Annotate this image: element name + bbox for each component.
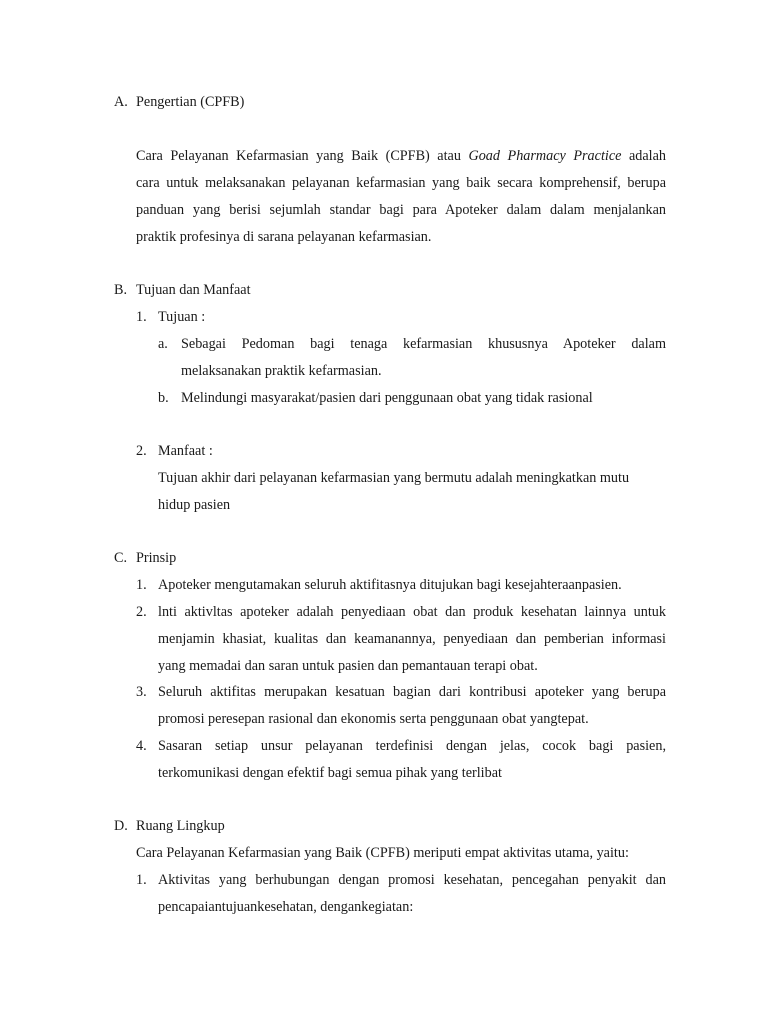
section-b-item-1-marker: 1. [136, 309, 147, 325]
section-c-item-3-marker: 3. [136, 684, 147, 700]
section-a-para-line-1: Cara Pelayanan Kefarmasian yang Baik (CPFB) atau Goad Pharmacy Practice adalah [136, 148, 666, 164]
section-b-item-2-line-1: Tujuan akhir dari pelayanan kefarmasian yang bermutu adalah meningkatkan mutu [158, 470, 630, 486]
section-b-item-1b-line-1: Melindungi masyarakat/pasien dari penggunaan obat yang tidak rasional [181, 390, 593, 406]
section-a-title: Pengertian (CPFB) [136, 94, 245, 110]
section-c-marker: C. [114, 550, 128, 566]
section-b-item-1b-marker: b. [158, 390, 169, 406]
section-c-item-1-line-1: Apoteker mengutamakan seluruh aktifitasnya ditujukan bagi kesejahteraanpasien. [158, 577, 622, 593]
section-a-marker: A. [114, 94, 128, 110]
section-c-item-3-line-1: Seluruh aktifitas merupakan kesatuan bagian dari kontribusi apoteker yang berupa [158, 684, 666, 700]
section-c-item-4-line-1: Sasaran setiap unsur pelayanan terdefinisi dengan jelas, cocok bagi pasien, [158, 738, 666, 754]
section-c-item-4-line-2: terkomunikasi dengan efektif bagi semua pihak yang terlibat [158, 765, 502, 781]
section-d-marker: D. [114, 818, 128, 834]
section-a-para-line-4: praktik profesinya di sarana pelayanan kefarmasian. [136, 229, 432, 245]
section-d-item-1-line-2: pencapaiantujuankesehatan, dengankegiatan: [158, 899, 414, 915]
section-c-item-2-line-3: yang memadai dan saran untuk pasien dan pemantauan terapi obat. [158, 658, 538, 674]
section-b-item-1a-line-2: melaksanakan praktik kefarmasian. [181, 363, 382, 379]
section-c-item-1-marker: 1. [136, 577, 147, 593]
section-b-item-1a-marker: a. [158, 336, 168, 352]
section-b-item-1a-line-1: Sebagai Pedoman bagi tenaga kefarmasian khususnya Apoteker dalam [181, 336, 666, 352]
section-d-intro: Cara Pelayanan Kefarmasian yang Baik (CPFB) meriputi empat aktivitas utama, yaitu: [136, 845, 629, 861]
section-c-item-2-marker: 2. [136, 604, 147, 620]
section-b-item-2-label: Manfaat : [158, 443, 213, 459]
section-d-item-1-marker: 1. [136, 872, 147, 888]
section-d-item-1-line-1: Aktivitas yang berhubungan dengan promosi kesehatan, pencegahan penyakit dan [158, 872, 666, 888]
section-c-item-2-line-2: menjamin khasiat, kualitas dan keamanannya, penyediaan dan pemberian informasi [158, 631, 666, 647]
section-a-para-line-3: panduan yang berisi sejumlah standar bagi para Apoteker dalam dalam menjalankan [136, 202, 666, 218]
section-b-item-2-line-2: hidup pasien [158, 497, 231, 513]
section-b-item-2-marker: 2. [136, 443, 147, 459]
section-c-item-2-line-1: lnti aktivltas apoteker adalah penyediaan obat dan produk kesehatan lainnya untuk [158, 604, 666, 620]
section-a-italic-term: Goad Pharmacy Practice [468, 148, 622, 164]
section-a-para-line-2: cara untuk melaksanakan pelayanan kefarmasian yang baik secara komprehensif, berupa [136, 175, 666, 191]
section-c-title: Prinsip [136, 550, 177, 566]
section-b-title: Tujuan dan Manfaat [136, 282, 251, 298]
section-b-item-1-label: Tujuan : [158, 309, 206, 325]
section-c-item-4-marker: 4. [136, 738, 147, 754]
section-c-item-3-line-2: promosi peresepan rasional dan ekonomis serta penggunaan obat yangtepat. [158, 711, 589, 727]
section-b-marker: B. [114, 282, 128, 298]
section-d-title: Ruang Lingkup [136, 818, 225, 834]
